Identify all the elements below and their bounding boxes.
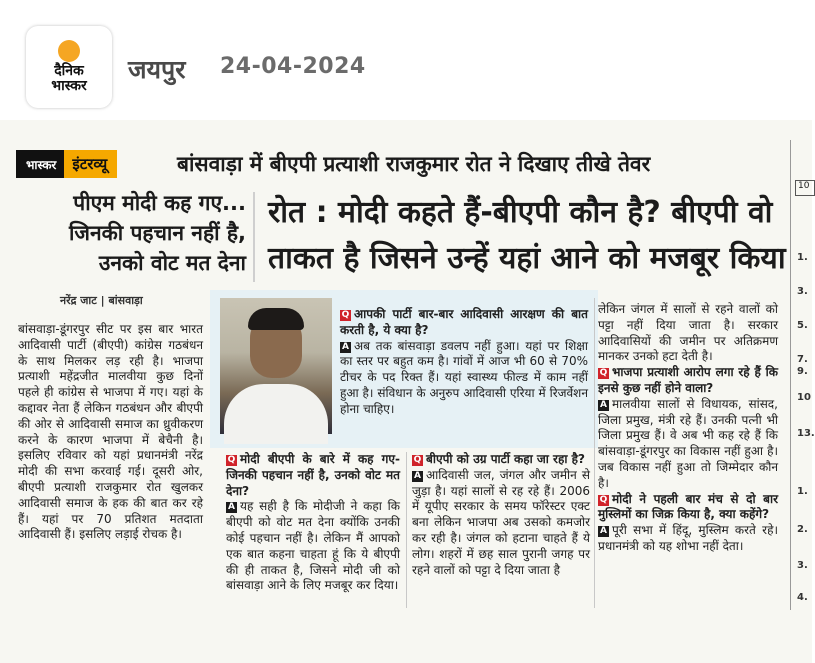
answer-2 xyxy=(226,499,400,594)
interview-tag xyxy=(16,150,117,178)
question-text: भाजपा प्रत्याशी आरोप लगा रहे हैं कि इनसे कुछ नहीं होने वाला? xyxy=(598,365,778,395)
side-num: 3. xyxy=(797,286,808,297)
photo-hair xyxy=(248,308,304,330)
answer-1 xyxy=(340,339,588,418)
a-marker: A xyxy=(226,502,237,513)
answer-text: पूरी सभा में हिंदू, मुस्लिम करते रहे। प्रधानमंत्री को यह शोभा नहीं देता। xyxy=(598,523,778,553)
side-num: 13. xyxy=(797,428,815,439)
answer-3 xyxy=(412,468,590,579)
intro-column: बांसवाड़ा-डूंगरपुर सीट पर इस बार भारत आदिवासी पार्टी (बीएपी) कांग्रेस गठबंधन के साथ मिलकर लड़ रही है। भाजपा प्रत्याशी महेंद्रजीत मालवीया कुछ दिनों पहले ही कांग्रेस से भाजपा में गए। यहां के कद्दावर नेता हैं लेकिन गठबंधन और बीएपी की ओर से आदिवासी समाज का ध्रुवीकरण करने के कारण भाजपा में बेचैनी है। इसलिए रविवार को यहां प्रधानमंत्री नरेंद्र मोदी की सभा करवाई गई। दूसरी ओर, बीएपी प्रत्याशी राजकुमार रोत खुलकर आदिवासी समाज के हक की बात कर रहे हैं। यहां पर 70 प्रतिशत मतदाता आदिवासी हैं। इसलिए लड़ाई रोचक है। xyxy=(18,322,203,542)
headline-divider xyxy=(253,192,255,282)
a-marker: A xyxy=(598,526,609,537)
answer-5 xyxy=(598,523,778,555)
question-text: आपकी पार्टी बार-बार आदिवासी आरक्षण की बात करती है, ये क्या है? xyxy=(340,307,588,337)
qa-column-4 xyxy=(598,302,778,555)
question-3 xyxy=(412,452,590,468)
question-text: मोदी ने पहली बार मंच से दो बार मुस्लिमों का जिक्र किया है, क्या कहेंगे? xyxy=(598,491,778,522)
answer-text: आदिवासी जल, जंगल और जमीन से जुड़ा है। यहां सालों से रह रहे हैं। 2006 में यूपीए सरकार के समय फॉरेस्टर एक्ट बना लेकिन भाजपा अब उसको कमजोर कर रही है। जंगल को हटाना चाहते हैं ये लोग। शहरों में छह साल पुरानी जगह पर रहने वालों को पट्टा दे दिया जाता है xyxy=(412,467,590,577)
answer-3-continued: लेकिन जंगल में सालों से रहने वालों को पट्टा नहीं दिया जाता है। सरकार आदिवासियों की जमीन पर अतिक्रमण मानकर उनको हटा देती है। xyxy=(598,302,778,364)
main-headline-line: रोत : मोदी कहते हैं-बीएपी कौन है? बीएपी वो xyxy=(268,195,773,230)
side-num: 1. xyxy=(797,252,808,263)
answer-text: मालवीया सालों से विधायक, सांसद, जिला प्रमुख, मंत्री रहे हैं। उनकी पत्नी भी जिला प्रमुख हैं। वे अब भी कह रहे हैं कि बांसवाड़ा-डूंगरपुर का विकास नहीं हुआ है। जब विकास नहीं हुआ तो जिम्मेदार कौन है। xyxy=(598,396,778,490)
q-marker: Q xyxy=(413,455,422,465)
edition-date: 24-04-2024 xyxy=(220,54,366,79)
a-marker: A xyxy=(340,342,351,353)
header-bar xyxy=(0,0,812,112)
side-num: 9. xyxy=(797,366,808,377)
article-headline: बांसवाड़ा में बीएपी प्रत्याशी राजकुमार रोत ने दिखाए तीखे तेवर xyxy=(177,152,651,176)
side-num: 1. xyxy=(797,486,808,497)
side-box: 10 xyxy=(795,180,815,196)
candidate-photo xyxy=(220,298,332,434)
qa-column-2 xyxy=(226,452,400,594)
question-text: मोदी बीएपी के बारे में कह गए-जिनकी पहचान नहीं है, उनको वोट मत देना? xyxy=(226,452,400,498)
a-marker: A xyxy=(412,471,423,482)
tag-interview: इंटरव्यू xyxy=(64,150,117,178)
answer-text: अब तक बांसवाड़ा डवलप नहीं हुआ। यहां पर शिक्षा का स्तर पर बहुत कम है। गांवों में आज भी 60 से 70% टीचर के पद रिक्त हैं। यहां स्वास्थ्य फील्ड में काम नहीं हुआ है। संविधान के अनुरुप आदिवासी एरिया में रिजर्वेशन होना चाहिए। xyxy=(340,338,588,416)
kicker-line: पीएम मोदी कह गए... xyxy=(73,191,246,215)
q-marker: Q xyxy=(599,494,608,505)
tag-bhaskar: भास्कर xyxy=(16,150,64,178)
a-marker: A xyxy=(598,400,609,411)
logo-text-line2: भास्कर xyxy=(51,78,87,94)
qa-column-1 xyxy=(340,307,588,418)
question-text: बीएपी को उग्र पार्टी कहा जा रहा है? xyxy=(426,452,585,466)
q-marker: Q xyxy=(227,455,236,465)
side-num: 10 xyxy=(797,392,811,403)
column-rule xyxy=(406,452,407,608)
edition-city: जयपुर xyxy=(128,55,186,84)
question-2 xyxy=(226,452,400,499)
question-5 xyxy=(598,492,778,524)
kicker-quote xyxy=(18,188,246,278)
dainik-bhaskar-logo[interactable] xyxy=(26,26,112,108)
question-4 xyxy=(598,365,778,397)
sun-icon xyxy=(58,40,80,62)
qa-column-3 xyxy=(412,452,590,578)
side-num: 4. xyxy=(797,592,808,603)
side-num: 7. xyxy=(797,354,808,365)
kicker-line: जिनकी पहचान नहीं है, xyxy=(68,221,246,245)
main-headline-line: ताकत है जिसने उन्हें यहां आने को मजबूर किया xyxy=(268,241,786,276)
answer-text: यह सही है कि मोदीजी ने कहा कि बीएपी को वोट मत देना क्योंकि उनकी कोई पहचान नहीं है। लेकिन मैं आपको एक बात कहना चाहता हूं कि ये बीएपी की ही ताकत है, जिसने मोदी जी को बांसवाड़ा आने के लिए मजबूर कर दिया। xyxy=(226,499,400,593)
answer-4 xyxy=(598,397,778,492)
q-marker: Q xyxy=(599,368,608,379)
column-rule xyxy=(594,298,595,608)
side-num: 5. xyxy=(797,320,808,331)
photo-shirt xyxy=(224,384,328,444)
main-headline xyxy=(268,190,786,282)
side-num: 3. xyxy=(797,560,808,571)
side-num: 2. xyxy=(797,524,808,535)
kicker-line: उनको वोट मत देना xyxy=(98,251,246,275)
adjacent-article-strip xyxy=(790,140,815,610)
logo-text-line1: दैनिक xyxy=(54,63,84,79)
question-1 xyxy=(340,307,588,339)
byline: नरेंद्र जाट | बांसवाड़ा xyxy=(60,294,143,307)
q-marker: Q xyxy=(341,310,350,320)
